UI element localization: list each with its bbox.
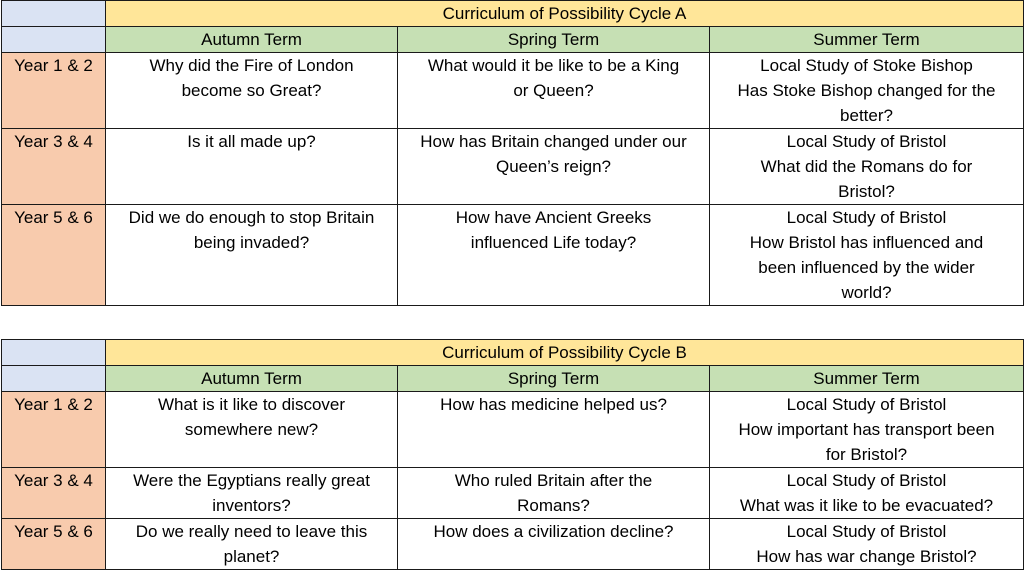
cycle-a-table xyxy=(1,0,1024,306)
autumn-cell xyxy=(106,519,398,570)
spring-cell xyxy=(398,53,710,129)
table-row xyxy=(2,129,1024,205)
term-header-summer: Summer Term xyxy=(710,27,1024,53)
cell-line: inventors? xyxy=(212,496,291,515)
spring-cell xyxy=(398,519,710,570)
spring-cell xyxy=(398,205,710,306)
cell-line: How has Britain changed under our xyxy=(420,132,687,151)
cell-line: What would it be like to be a King xyxy=(427,56,680,75)
term-header-spring: Spring Term xyxy=(398,366,710,392)
year-label: Year 5 & 6 xyxy=(2,519,106,570)
table-row xyxy=(2,519,1024,570)
spring-cell xyxy=(398,129,710,205)
term-header-summer: Summer Term xyxy=(710,366,1024,392)
cell-line: Local Study of Bristol xyxy=(786,522,947,541)
cycle-b-table xyxy=(1,339,1024,570)
cell-line: What did the Romans do for xyxy=(760,157,973,176)
corner-cell xyxy=(2,27,106,53)
summer-cell xyxy=(710,468,1024,519)
cell-line: How important has transport been xyxy=(738,420,995,439)
cell-line: or Queen? xyxy=(513,81,594,100)
cell-line: How Bristol has influenced and xyxy=(749,233,984,252)
term-header-autumn: Autumn Term xyxy=(106,27,398,53)
autumn-cell xyxy=(106,392,398,468)
cycle-title: Curriculum of Possibility Cycle A xyxy=(106,1,1024,27)
year-label: Year 1 & 2 xyxy=(2,392,106,468)
year-label: Year 3 & 4 xyxy=(2,129,106,205)
year-label: Year 3 & 4 xyxy=(2,468,106,519)
summer-cell xyxy=(710,129,1024,205)
cell-line: world? xyxy=(841,283,892,302)
cell-line: How have Ancient Greeks xyxy=(455,208,652,227)
cell-line: for Bristol? xyxy=(825,445,908,464)
cell-line: Is it all made up? xyxy=(187,132,316,151)
corner-cell xyxy=(2,1,106,27)
term-header-autumn: Autumn Term xyxy=(106,366,398,392)
summer-cell xyxy=(710,205,1024,306)
cell-line: Local Study of Bristol xyxy=(786,208,947,227)
cell-line: What was it like to be evacuated? xyxy=(739,496,994,515)
term-header-spring: Spring Term xyxy=(398,27,710,53)
cell-line: Queen’s reign? xyxy=(496,157,611,176)
summer-cell xyxy=(710,392,1024,468)
cell-line: How does a civilization decline? xyxy=(433,522,674,541)
cell-line: Did we do enough to stop Britain xyxy=(128,208,375,227)
cell-line: What is it like to discover xyxy=(157,395,346,414)
cell-line: How has medicine helped us? xyxy=(440,395,667,414)
cell-line: better? xyxy=(840,106,893,125)
table-row xyxy=(2,392,1024,468)
autumn-cell xyxy=(106,205,398,306)
cell-line: Local Study of Bristol xyxy=(786,471,947,490)
cell-line: Do we really need to leave this xyxy=(135,522,368,541)
cell-line: Why did the Fire of London xyxy=(149,56,354,75)
cell-line: Romans? xyxy=(517,496,590,515)
table-row xyxy=(2,53,1024,129)
cell-line: Has Stoke Bishop changed for the xyxy=(737,81,996,100)
corner-cell xyxy=(2,340,106,366)
cell-line: somewhere new? xyxy=(184,420,319,439)
summer-cell xyxy=(710,53,1024,129)
cell-line: Bristol? xyxy=(838,182,895,201)
cell-line: being invaded? xyxy=(193,233,310,252)
summer-cell xyxy=(710,519,1024,570)
cell-line: Local Study of Stoke Bishop xyxy=(760,56,973,75)
autumn-cell xyxy=(106,129,398,205)
cell-line: influenced Life today? xyxy=(470,233,637,252)
cell-line: Who ruled Britain after the xyxy=(454,471,653,490)
year-label: Year 5 & 6 xyxy=(2,205,106,306)
cell-line: become so Great? xyxy=(181,81,322,100)
cell-line: How has war change Bristol? xyxy=(756,547,977,566)
cell-line: Local Study of Bristol xyxy=(786,395,947,414)
spring-cell xyxy=(398,392,710,468)
cycle-title: Curriculum of Possibility Cycle B xyxy=(106,340,1024,366)
corner-cell xyxy=(2,366,106,392)
table-row xyxy=(2,205,1024,306)
autumn-cell xyxy=(106,468,398,519)
cell-line: been influenced by the wider xyxy=(758,258,975,277)
year-label: Year 1 & 2 xyxy=(2,53,106,129)
autumn-cell xyxy=(106,53,398,129)
cell-line: planet? xyxy=(223,547,280,566)
spring-cell xyxy=(398,468,710,519)
cell-line: Local Study of Bristol xyxy=(786,132,947,151)
cell-line: Were the Egyptians really great xyxy=(133,471,370,490)
table-row xyxy=(2,468,1024,519)
